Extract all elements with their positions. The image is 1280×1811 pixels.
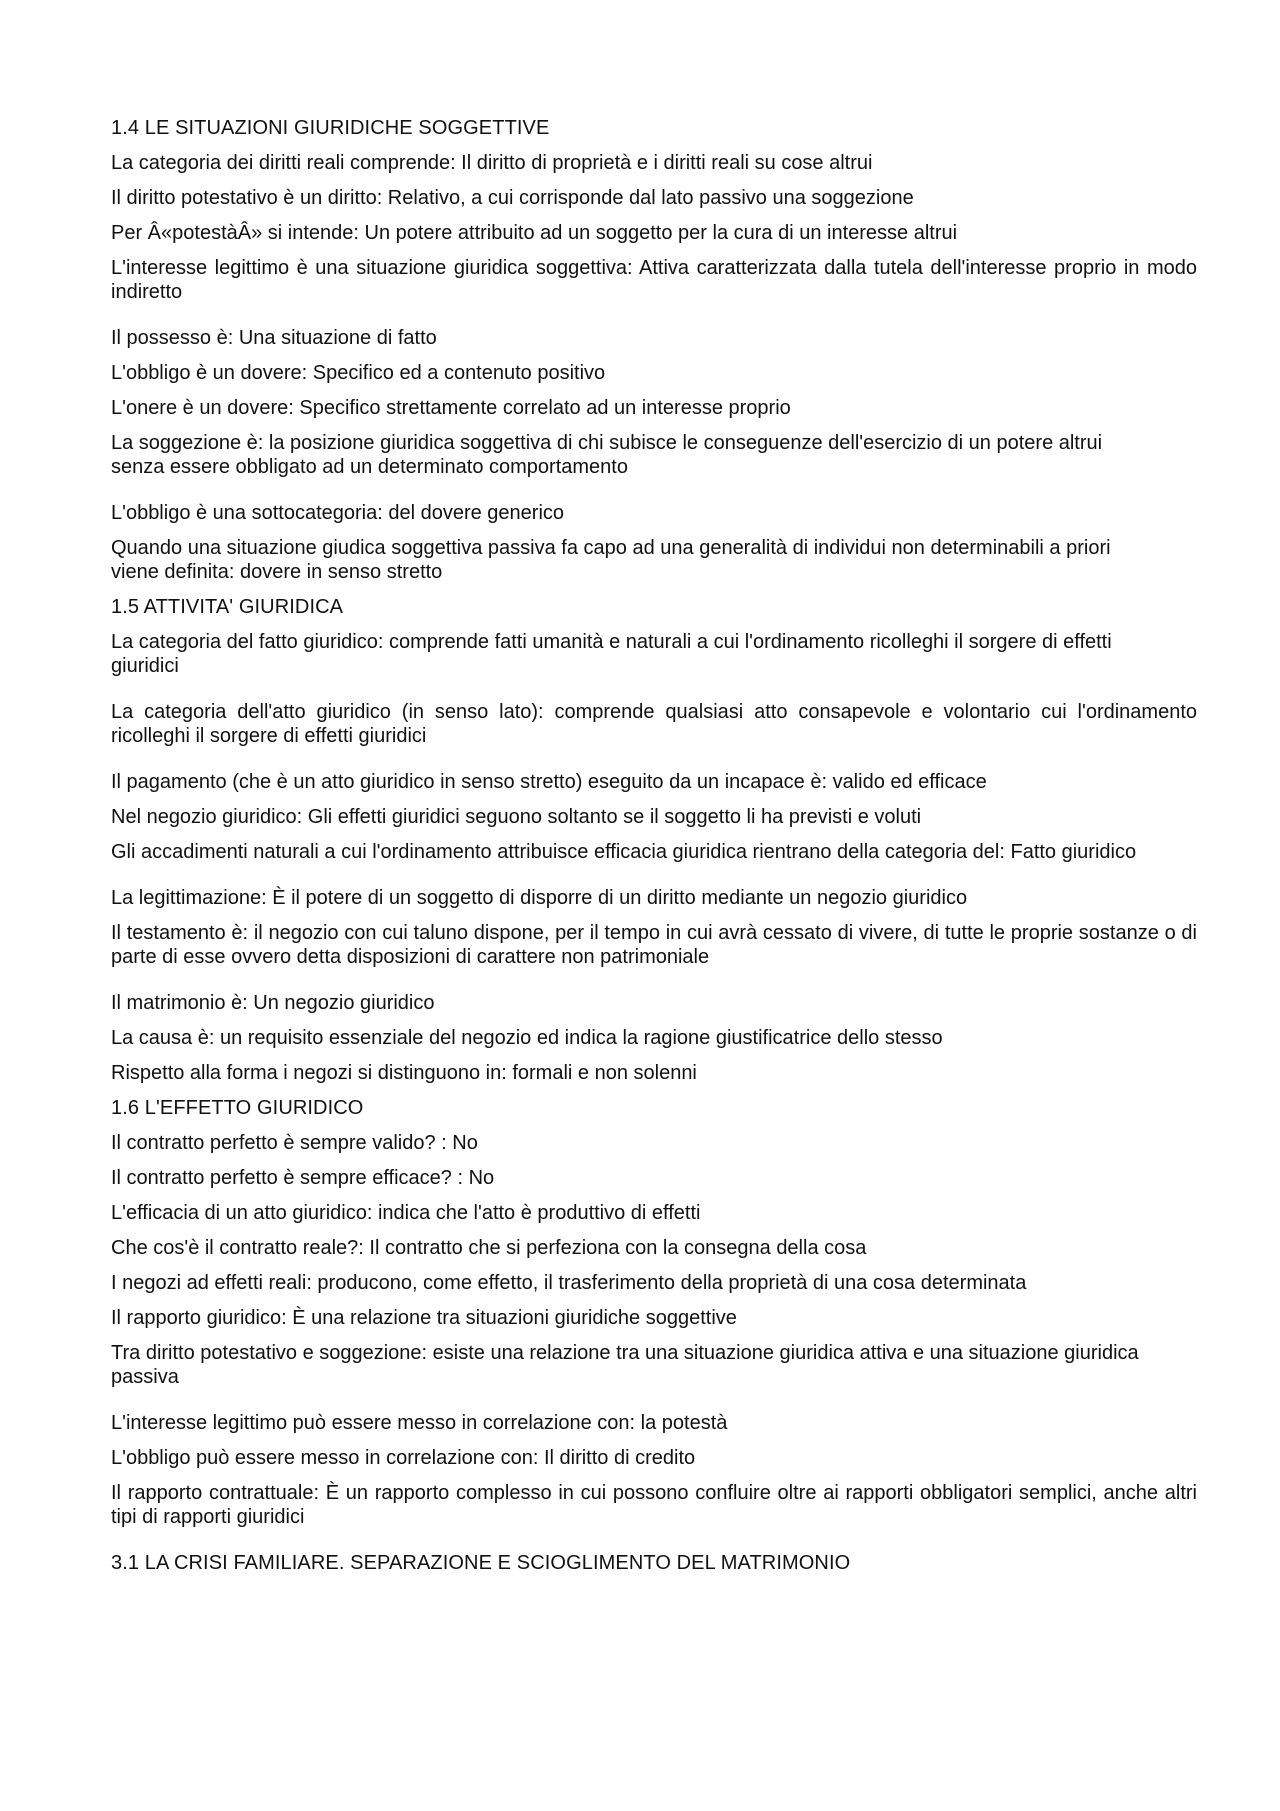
text-line: Il diritto potestativo è un diritto: Relativo, a cui corrisponde dal lato passivo una soggezione	[111, 187, 914, 209]
section-heading-1-6: 1.6 L'EFFETTO GIURIDICO	[111, 1097, 364, 1119]
section-heading-3-1: 3.1 LA CRISI FAMILIARE. SEPARAZIONE E SCIOGLIMENTO DEL MATRIMONIO	[111, 1552, 851, 1574]
text-line: L'obbligo può essere messo in correlazione con: Il diritto di credito	[111, 1447, 696, 1469]
text-line: Il rapporto giuridico: È una relazione tra situazioni giuridiche soggettive	[111, 1307, 737, 1329]
text-line: Il possesso è: Una situazione di fatto	[111, 327, 437, 349]
section-heading-1-4: 1.4 LE SITUAZIONI GIURIDICHE SOGGETTIVE	[111, 117, 550, 139]
text-line: Il contratto perfetto è sempre efficace? : No	[111, 1167, 495, 1189]
text-line: Tra diritto potestativo e soggezione: esiste una relazione tra una situazione giuridica attiva e una situazione giuridica passiva	[111, 1342, 1139, 1388]
text-line: La soggezione è: la posizione giuridica soggettiva di chi subisce le conseguenze dell'esercizio di un potere altrui senza essere obbligato ad un determinato comportamento	[111, 432, 1103, 478]
text-line: La categoria dei diritti reali comprende: Il diritto di proprietà e i diritti reali su cose altrui	[111, 152, 873, 174]
text-line: Quando una situazione giudica soggettiva passiva fa capo ad una generalità di individui non determinabili a priori viene definita: dovere in senso stretto	[111, 537, 1111, 583]
text-line: Rispetto alla forma i negozi si distinguono in: formali e non solenni	[111, 1062, 697, 1084]
text-line: L'interesse legittimo è una situazione giuridica soggettiva: Attiva caratterizzata dalla tutela dell'interesse proprio in modo indiretto	[111, 257, 1197, 303]
text-line: La causa è: un requisito essenziale del negozio ed indica la ragione giustificatrice dello stesso	[111, 1027, 943, 1049]
text-line: Il rapporto contrattuale: È un rapporto complesso in cui possono confluire oltre ai rapporti obbligatori semplici, anche altri tipi di rapporti giuridici	[111, 1482, 1197, 1528]
text-line: L'efficacia di un atto giuridico: indica che l'atto è produttivo di effetti	[111, 1202, 701, 1224]
text-line: La categoria del fatto giuridico: comprende fatti umanità e naturali a cui l'ordinamento ricolleghi il sorgere di effetti giuridici	[111, 631, 1112, 677]
document-page	[111, 116, 1197, 1586]
text-line: L'onere è un dovere: Specifico strettamente correlato ad un interesse proprio	[111, 397, 791, 419]
text-line: L'interesse legittimo può essere messo in correlazione con: la potestà	[111, 1412, 728, 1434]
text-line: Il pagamento (che è un atto giuridico in senso stretto) eseguito da un incapace è: valido ed efficace	[111, 771, 987, 793]
text-line: Il contratto perfetto è sempre valido? : No	[111, 1132, 478, 1154]
text-line: Per Â«potestàÂ» si intende: Un potere attribuito ad un soggetto per la cura di un interesse altrui	[111, 222, 958, 244]
text-line: Il matrimonio è: Un negozio giuridico	[111, 992, 435, 1014]
text-line: I negozi ad effetti reali: producono, come effetto, il trasferimento della proprietà di una cosa determinata	[111, 1272, 1027, 1294]
text-line: Gli accadimenti naturali a cui l'ordinamento attribuisce efficacia giuridica rientrano della categoria del: Fatto giuridico	[111, 841, 1137, 863]
text-line: Nel negozio giuridico: Gli effetti giuridici seguono soltanto se il soggetto li ha previsti e voluti	[111, 806, 922, 828]
text-line: Il testamento è: il negozio con cui taluno dispone, per il tempo in cui avrà cessato di vivere, di tutte le proprie sostanze o di parte di esse ovvero detta disposizioni di carattere non patrimoniale	[111, 922, 1197, 968]
section-heading-1-5: 1.5 ATTIVITA' GIURIDICA	[111, 596, 344, 618]
text-line: L'obbligo è un dovere: Specifico ed a contenuto positivo	[111, 362, 606, 384]
text-line: La categoria dell'atto giuridico (in senso lato): comprende qualsiasi atto consapevole e volontario cui l'ordinamento ricolleghi il sorgere di effetti giuridici	[111, 701, 1197, 747]
text-line: L'obbligo è una sottocategoria: del dovere generico	[111, 502, 565, 524]
text-line: La legittimazione: È il potere di un soggetto di disporre di un diritto mediante un negozio giuridico	[111, 887, 968, 909]
text-line: Che cos'è il contratto reale?: Il contratto che si perfeziona con la consegna della cosa	[111, 1237, 867, 1259]
